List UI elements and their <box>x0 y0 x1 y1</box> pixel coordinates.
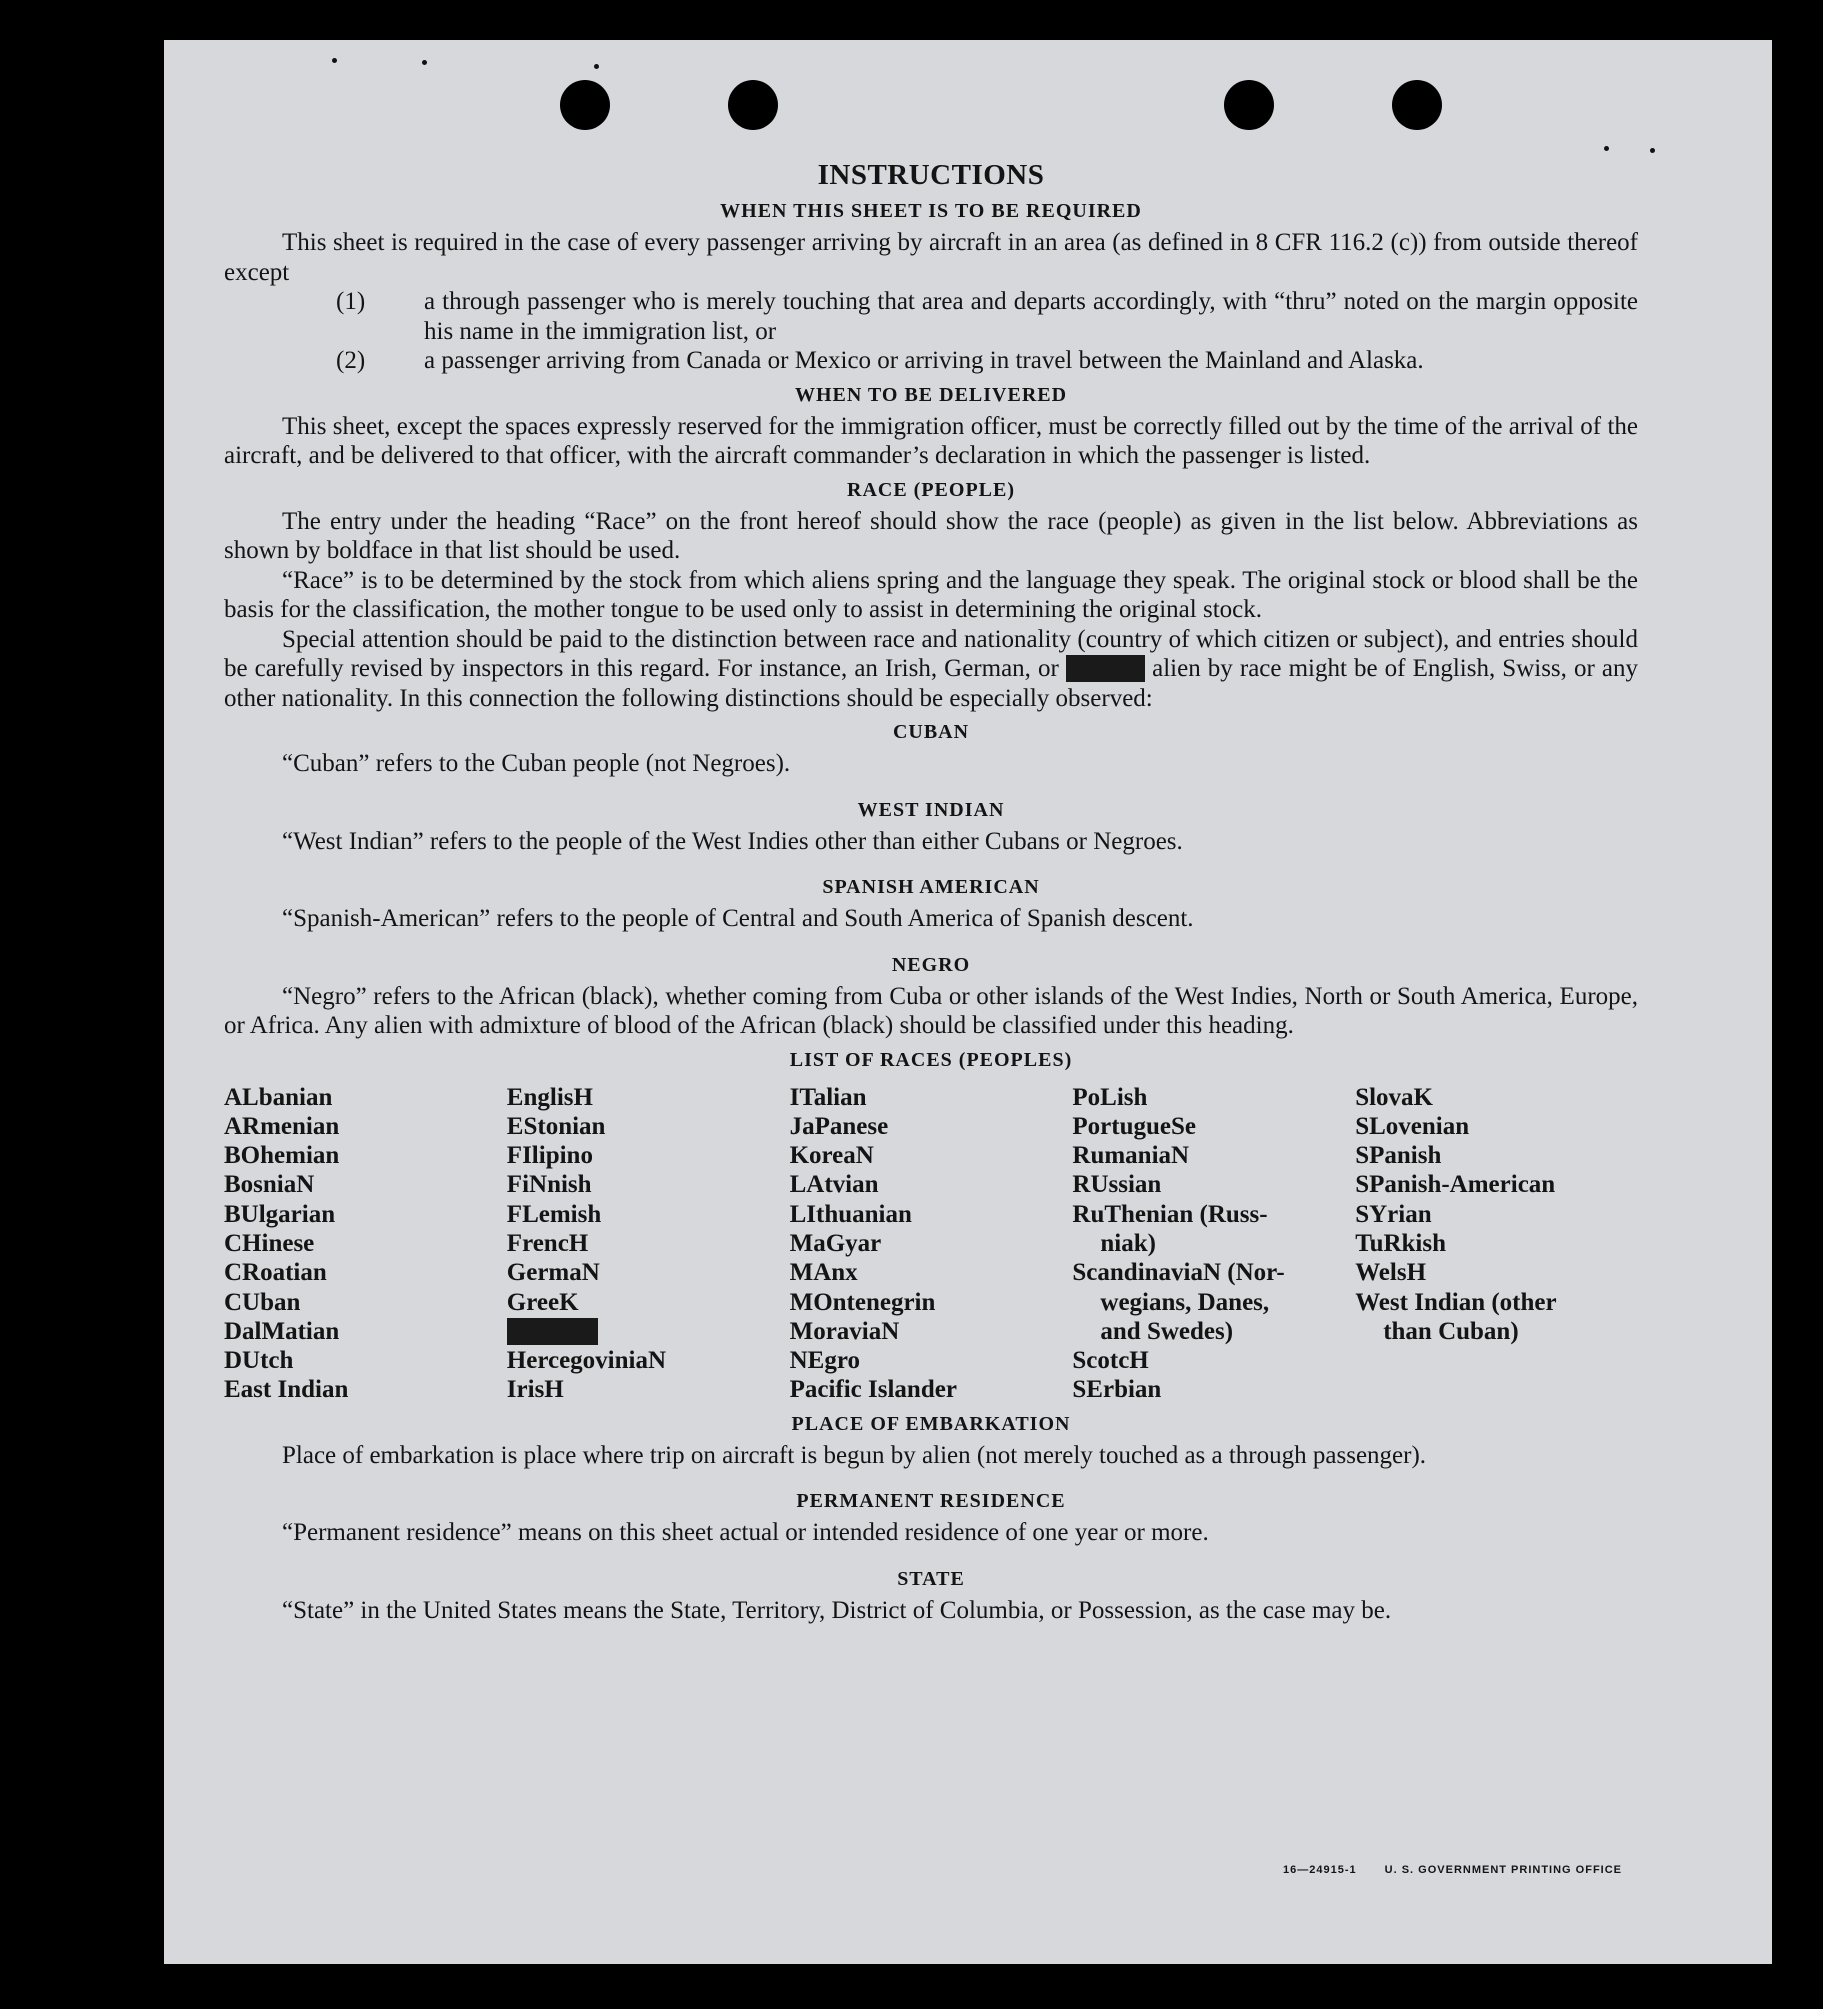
races-column <box>224 1083 507 1405</box>
race-entry: ARmenian <box>224 1112 340 1140</box>
race-entry: NEgro <box>789 1347 860 1375</box>
document-sheet <box>164 40 1772 1964</box>
list-item: (2) a passenger arriving from Canada or Mexico or arriving in travel between the Mainland and Alaska. <box>336 347 1424 374</box>
race-paragraph: Special attention should be paid to the distinction between race and nationality (country of which citizen or subject), and entries should be carefully revised by inspectors in this regard. For instance, an Irish, German, or Hebrew alien by race might be of English, Swiss, or any other nationality. In this connection the following distinctions should be especially observed: <box>224 625 1638 712</box>
embarkation-text: Place of embarkation is place where trip on aircraft is begun by alien (not merely touched as a through passenger). <box>282 1441 1427 1469</box>
race-entry: FrencH <box>506 1229 589 1257</box>
race-entry: FLemish <box>506 1200 602 1228</box>
heading-state: STATE <box>897 1567 965 1590</box>
struck-word: Hebrew <box>1065 655 1146 682</box>
race-entry: TuRkish <box>1355 1229 1447 1257</box>
race-entry: WelsH <box>1355 1259 1427 1287</box>
negro-text: “Negro” refers to the African (black), whether coming from Cuba or other islands of the West Indies, North or South America, Europe, or Africa. Any alien with admixture of blood of the African (black) should be classified under this heading. <box>224 982 1638 1039</box>
speck <box>594 64 599 69</box>
race-entry: ITalian <box>789 1083 867 1111</box>
punch-hole <box>560 80 610 130</box>
race-entry: GreeK <box>506 1288 579 1316</box>
races-list <box>224 1083 1638 1405</box>
heading-spanish-american: SPANISH AMERICAN <box>822 876 1040 898</box>
race-entry: ALbanian <box>224 1083 333 1111</box>
race-entry: DalMatian <box>224 1317 340 1345</box>
race-entry: EnglisH <box>506 1083 593 1111</box>
heading-west-indian: WEST INDIAN <box>857 798 1005 821</box>
races-column <box>507 1083 790 1405</box>
page-title: INSTRUCTIONS <box>817 159 1045 191</box>
heading-when-required: WHEN THIS SHEET IS TO BE REQUIRED <box>720 200 1142 222</box>
race-entry: IrisH <box>506 1376 564 1404</box>
punch-hole <box>728 80 778 130</box>
speck <box>1604 146 1609 151</box>
race-entry: BUlgarian <box>224 1200 336 1228</box>
race-entry: RuThenian (Russ- <box>1072 1200 1268 1228</box>
heading-cuban: CUBAN <box>892 721 970 743</box>
races-column <box>1072 1083 1355 1405</box>
race-entry: MAnx <box>789 1259 858 1287</box>
race-entry: East Indian <box>224 1376 349 1404</box>
when-required-intro: This sheet is required in the case of every passenger arriving by aircraft in an area (as defined in 8 CFR 116.2 (c)) from outside thereof except <box>224 229 1638 286</box>
footer-imprint <box>1255 1864 1622 1876</box>
race-entry: FiNnish <box>506 1171 592 1199</box>
instructions-content <box>224 158 1638 1625</box>
race-entry: West Indian (other <box>1355 1288 1557 1316</box>
printer-name: U. S. GOVERNMENT PRINTING OFFICE <box>1384 1864 1622 1876</box>
list-item: (1) a through passenger who is merely touching that area and departs accordingly, with “thru” noted on the margin opposite his name in the immigration list, or <box>336 288 1638 345</box>
spanish-american-text: “Spanish-American” refers to the people of Central and South America of Spanish descent. <box>282 905 1194 932</box>
heading-when-delivered: WHEN TO BE DELIVERED <box>794 383 1068 406</box>
race-entry: and Swedes) <box>1100 1317 1234 1345</box>
form-number: 16—24915-1 <box>1283 1864 1357 1876</box>
race-entry: LIthuanian <box>789 1200 912 1228</box>
race-entry: CUban <box>224 1288 301 1316</box>
race-entry: RumaniaN <box>1072 1142 1190 1170</box>
heading-negro: NEGRO <box>891 953 971 976</box>
speck <box>332 58 337 63</box>
race-entry: SYrian <box>1355 1200 1432 1228</box>
race-entry: JaPanese <box>789 1112 889 1140</box>
race-entry: FIlipino <box>506 1142 593 1170</box>
race-entry: GermaN <box>506 1259 600 1287</box>
race-entry: CHinese <box>224 1229 315 1257</box>
race-entry: ScandinaviaN (Nor- <box>1072 1259 1285 1287</box>
race-entry: EStonian <box>506 1112 606 1140</box>
race-entry: SPanish-American <box>1355 1171 1556 1199</box>
punch-hole <box>1224 80 1274 130</box>
race-entry: MaGyar <box>789 1229 882 1257</box>
race-entry: BOhemian <box>224 1142 340 1170</box>
races-column <box>790 1083 1073 1405</box>
race-entry: SLovenian <box>1355 1112 1470 1140</box>
heading-embarkation: PLACE OF EMBARKATION <box>791 1412 1071 1435</box>
race-entry: niak) <box>1100 1229 1156 1257</box>
race-entry: Pacific Islander <box>789 1376 957 1404</box>
when-delivered-text: This sheet, except the spaces expressly reserved for the immigration officer, must be correctly filled out by the time of the arrival of the aircraft, and be delivered to that officer, with the aircraft commander’s declaration in which the passenger is listed. <box>224 412 1638 469</box>
cuban-text: “Cuban” refers to the Cuban people (not Negroes). <box>282 750 791 777</box>
race-paragraph: “Race” is to be determined by the stock from which aliens spring and the language they speak. The original stock or blood shall be the basis for the classification, the mother tongue to be used only to assist in determining the original stock. <box>224 566 1638 623</box>
heading-list-of-races: LIST OF RACES (PEOPLES) <box>789 1048 1073 1071</box>
races-column <box>1355 1083 1638 1405</box>
race-entry: CRoatian <box>224 1259 327 1287</box>
race-entry: MoraviaN <box>789 1317 900 1345</box>
west-indian-text: “West Indian” refers to the people of the West Indies other than either Cubans or Negroes. <box>282 827 1183 855</box>
race-entry: SErbian <box>1072 1376 1162 1404</box>
race-entry: LAtvian <box>789 1171 879 1199</box>
speck <box>422 60 427 65</box>
race-entry: PortugueSe <box>1072 1112 1196 1140</box>
residence-text: “Permanent residence” means on this sheet actual or intended residence of one year or more. <box>282 1519 1209 1547</box>
race-entry: wegians, Danes, <box>1100 1288 1270 1316</box>
race-entry: SPanish <box>1355 1142 1442 1170</box>
race-entry: DUtch <box>224 1347 294 1375</box>
heading-residence: PERMANENT RESIDENCE <box>796 1490 1066 1513</box>
state-text: “State” in the United States means the State, Territory, District of Columbia, or Possession, as the case may be. <box>282 1596 1392 1624</box>
race-entry-struck: HebreW <box>506 1317 598 1345</box>
race-entry: than Cuban) <box>1383 1317 1519 1345</box>
race-entry: KoreaN <box>789 1142 874 1170</box>
race-entry: BosniaN <box>224 1171 315 1199</box>
speck <box>1650 148 1655 153</box>
race-paragraph: The entry under the heading “Race” on the front hereof should show the race (people) as given in the list below. Abbreviations as shown by boldface in that list should be used. <box>224 507 1638 564</box>
punch-hole <box>1392 80 1442 130</box>
race-entry: ScotcH <box>1072 1347 1149 1375</box>
race-entry: HercegoviniaN <box>506 1347 667 1375</box>
race-entry: SlovaK <box>1355 1083 1433 1111</box>
race-entry: PoLish <box>1072 1083 1148 1111</box>
race-entry: MOntenegrin <box>789 1288 936 1316</box>
race-entry: RUssian <box>1072 1171 1162 1199</box>
heading-race: RACE (PEOPLE) <box>847 478 1015 501</box>
